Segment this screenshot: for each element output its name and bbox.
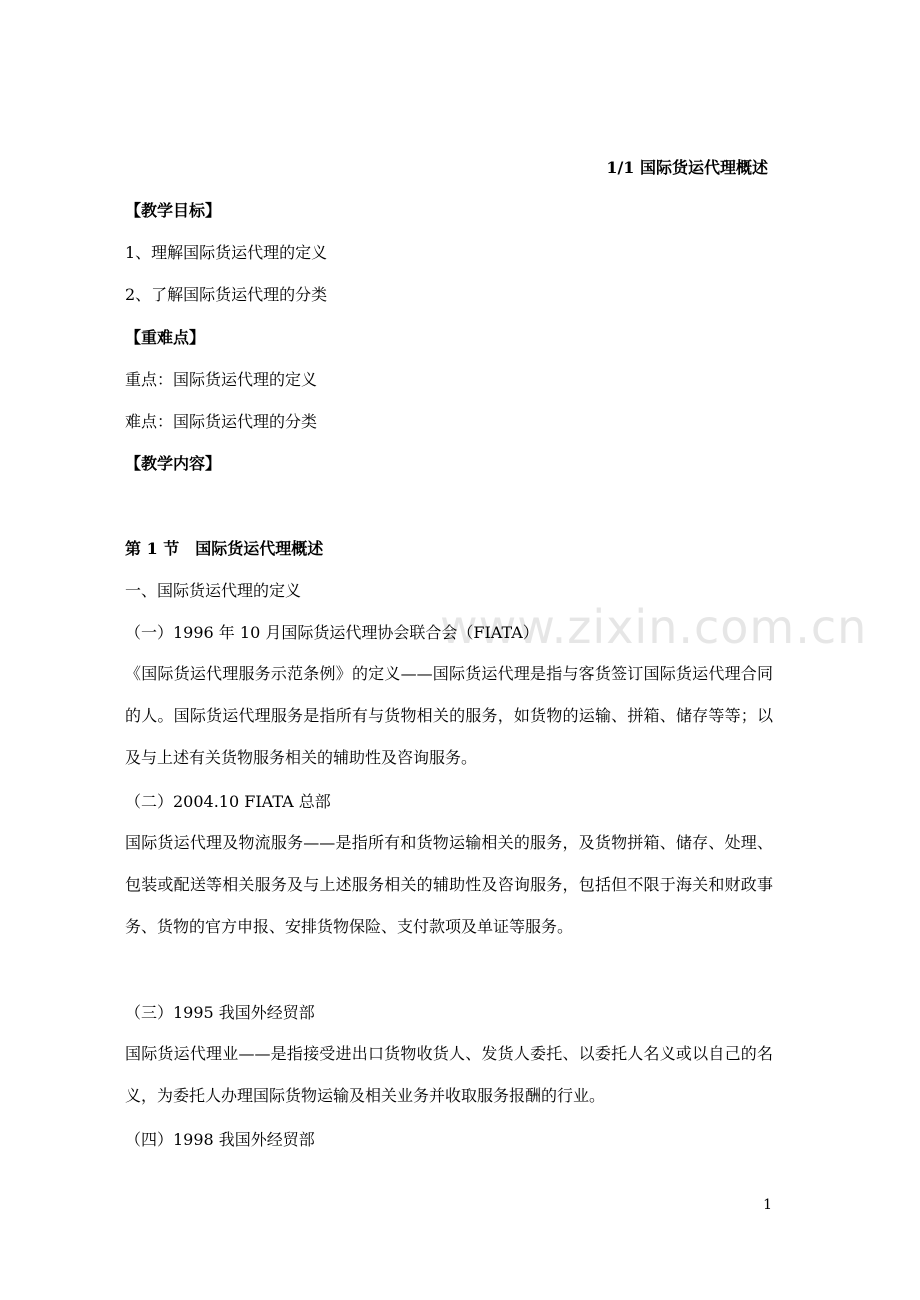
objectives-heading: 【教学目标】 xyxy=(125,201,222,220)
watermark: www.zixin.com.cn xyxy=(440,600,868,654)
definition-label: （三）1995 我国外经贸部 xyxy=(125,1003,315,1022)
definition-label: （四）1998 我国外经贸部 xyxy=(125,1130,315,1149)
definition-text: 《国际货运代理服务示范条例》的定义——国际货运代理是指与客货签订国际货运代理合同的人。国际货运代理服务是指所有与货物相关的服务，如货物的运输、拼箱、储存等等；以及与上述有关货物服务相关的辅助性及咨询服务。 xyxy=(125,664,773,767)
document-header-title: 1/1 国际货运代理概述 xyxy=(606,158,768,177)
content-heading: 【教学内容】 xyxy=(125,454,222,473)
page-number: 1 xyxy=(763,1197,772,1213)
key-point: 重点：国际货运代理的定义 xyxy=(125,370,318,389)
objective-item: 1、理解国际货运代理的定义 xyxy=(125,243,328,262)
definition-label: （二）2004.10 FIATA 总部 xyxy=(125,792,331,811)
chapter-subtitle: 一、国际货运代理的定义 xyxy=(125,581,302,600)
difficult-point: 难点：国际货运代理的分类 xyxy=(125,412,318,431)
objective-item: 2、了解国际货运代理的分类 xyxy=(125,285,328,304)
definition-text: 国际货运代理及物流服务——是指所有和货物运输相关的服务，及货物拼箱、储存、处理、包装或配送等相关服务及与上述服务相关的辅助性及咨询服务，包括但不限于海关和财政事务、货物的官方申报、安排货物保险、支付款项及单证等服务。 xyxy=(125,833,773,936)
chapter-title: 第 1 节 国际货运代理概述 xyxy=(125,539,324,558)
definition-label: （一）1996 年 10 月国际货运代理协会联合会（FIATA） xyxy=(125,623,539,642)
definition-text: 国际货运代理业——是指接受进出口货物收货人、发货人委托、以委托人名义或以自己的名义，为委托人办理国际货物运输及相关业务并收取服务报酬的行业。 xyxy=(125,1044,773,1105)
key-points-heading: 【重难点】 xyxy=(125,328,206,347)
